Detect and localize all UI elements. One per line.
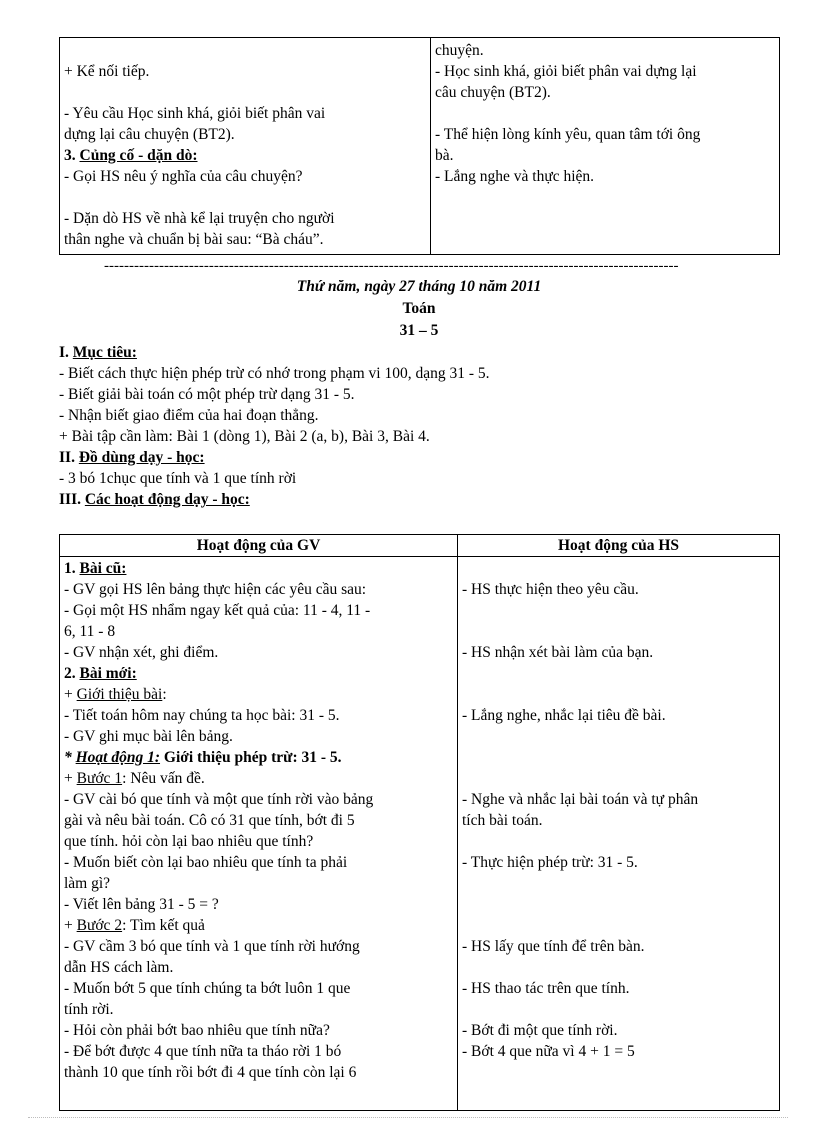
text-line: - Gọi HS nêu ý nghĩa của câu chuyện? [64,168,303,185]
text-line: - Lắng nghe, nhắc lại tiêu đề bài. [462,707,666,724]
text-line: - HS thực hiện theo yêu cầu. [462,581,639,598]
section-separator: ------------------------------------------------------------------------------------------------------------------- [104,258,679,274]
objective-item: + Bài tập cần làm: Bài 1 (dòng 1), Bài 2 (a, b), Bài 3, Bài 4. [59,428,430,445]
blank-line [64,187,426,208]
objective-item: - Biết giải bài toán có một phép trừ dạng 31 - 5. [59,386,355,403]
text-line: - GV gọi HS lên bảng thực hiện các yêu cầu sau: [64,581,367,598]
text-line: - Lắng nghe và thực hiện. [435,168,595,185]
blank-line [462,663,775,684]
teacher-activities-cell [60,38,431,255]
blank-line [462,768,775,789]
text-line: - GV ghi mục bài lên bảng. [64,728,233,745]
text-line: dẫn HS cách làm. [64,959,174,976]
blank-line [462,726,775,747]
text-line: - Yêu cầu Học sinh khá, giỏi biết phân vai [64,105,326,122]
materials-item: - 3 bó 1chục que tính và 1 que tính rời [59,470,297,487]
lesson-date: Thứ năm, ngày 27 tháng 10 năm 2011 [296,278,542,295]
text-line: - GV cài bó que tính và một que tính rời vào bảng [64,791,374,808]
text-line: - Dặn dò HS về nhà kể lại truyện cho người [64,210,335,227]
blank-line [462,684,775,705]
section-heading: 2. Bài mới: [64,665,137,682]
lesson-title: 31 – 5 [399,322,439,339]
text-line: - GV nhận xét, ghi điểm. [64,644,219,661]
header-student-activities: Hoạt động của HS [458,535,780,557]
text-line: làm gì? [64,875,111,892]
text-line: - Học sinh khá, giỏi biết phân vai dựng lại [435,63,697,80]
step-heading: + Bước 1: Nêu vấn đề. [64,770,205,787]
text-line: - Tiết toán hôm nay chúng ta học bài: 31 - 5. [64,707,340,724]
page-bottom-border [28,1117,788,1118]
text-line: - Bớt đi một que tính rời. [462,1022,618,1039]
text-line: - GV cầm 3 bó que tính và 1 que tính rời hướng [64,938,360,955]
text-line: bà. [435,147,454,164]
section-heading: 3. Củng cố - dặn dò: [64,147,198,164]
text-line: dựng lại câu chuyện (BT2). [64,126,235,143]
text-line: - HS lấy que tính để trên bàn. [462,938,645,955]
blank-line [462,915,775,936]
blank-line [462,873,775,894]
text-line: - Bớt 4 que nữa vì 4 + 1 = 5 [462,1043,635,1060]
text-line: chuyện. [435,42,484,59]
activities-table [59,534,780,1111]
blank-line [462,747,775,768]
blank-line [64,40,426,61]
text-line: 6, 11 - 8 [64,623,116,640]
blank-line [462,831,775,852]
step-heading: + Giới thiệu bài: [64,686,167,703]
blank-line [462,558,775,579]
text-line: - Muốn bớt 5 que tính chúng ta bớt luôn 1 que [64,980,351,997]
student-activities-cell [431,38,780,255]
text-line: - HS thao tác trên que tính. [462,980,630,997]
text-line: câu chuyện (BT2). [435,84,551,101]
text-line: gài và nêu bài toán. Cô có 31 que tính, bớt đi 5 [64,812,355,829]
subject-title: Toán [402,300,436,317]
text-line: - Để bớt được 4 que tính nữa ta tháo rời 1 bó [64,1043,342,1060]
text-line: - Nghe và nhắc lại bài toán và tự phân [462,791,699,808]
lesson-plan-body [59,342,779,510]
blank-line [435,103,775,124]
continuation-table [59,37,780,255]
text-line: tích bài toán. [462,812,543,829]
blank-line [64,82,426,103]
header-teacher-activities: Hoạt động của GV [60,535,458,557]
text-line: - Thực hiện phép trừ: 31 - 5. [462,854,638,871]
materials-heading: II. Đồ dùng dạy - học: [59,449,205,466]
text-line: + Kể nối tiếp. [64,63,150,80]
text-line: - Gọi một HS nhẩm ngay kết quả của: 11 - 4, 11 - [64,602,371,619]
section-heading: 1. Bài cũ: [64,560,127,577]
objective-item: - Nhận biết giao điểm của hai đoạn thẳng. [59,407,319,424]
text-line: - Hỏi còn phải bớt bao nhiêu que tính nữa? [64,1022,330,1039]
objectives-heading: I. Mục tiêu: [59,344,137,361]
text-line: - HS nhận xét bài làm của bạn. [462,644,654,661]
activities-heading: III. Các hoạt động dạy - học: [59,491,250,508]
objective-item: - Biết cách thực hiện phép trừ có nhớ trong phạm vi 100, dạng 31 - 5. [59,365,490,382]
blank-line [462,894,775,915]
blank-line [462,999,775,1020]
blank-line [462,621,775,642]
text-line: thành 10 que tính rồi bớt đi 4 que tính còn lại 6 [64,1064,357,1081]
text-line: - Viết lên bảng 31 - 5 = ? [64,896,219,913]
text-line: tính rời. [64,1001,114,1018]
step-heading: + Bước 2: Tìm kết quả [64,917,205,934]
text-line: thân nghe và chuẩn bị bài sau: “Bà cháu”. [64,231,324,248]
blank-line [462,600,775,621]
activity-heading: * Hoạt động 1: Giới thiệu phép trừ: 31 - 5. [64,749,342,766]
teacher-activities-cell [60,557,458,1111]
text-line: - Thể hiện lòng kính yêu, quan tâm tới ông [435,126,701,143]
student-activities-cell [458,557,780,1111]
text-line: que tính. hỏi còn lại bao nhiêu que tính? [64,833,314,850]
blank-line [462,957,775,978]
text-line: - Muốn biết còn lại bao nhiêu que tính ta phải [64,854,348,871]
